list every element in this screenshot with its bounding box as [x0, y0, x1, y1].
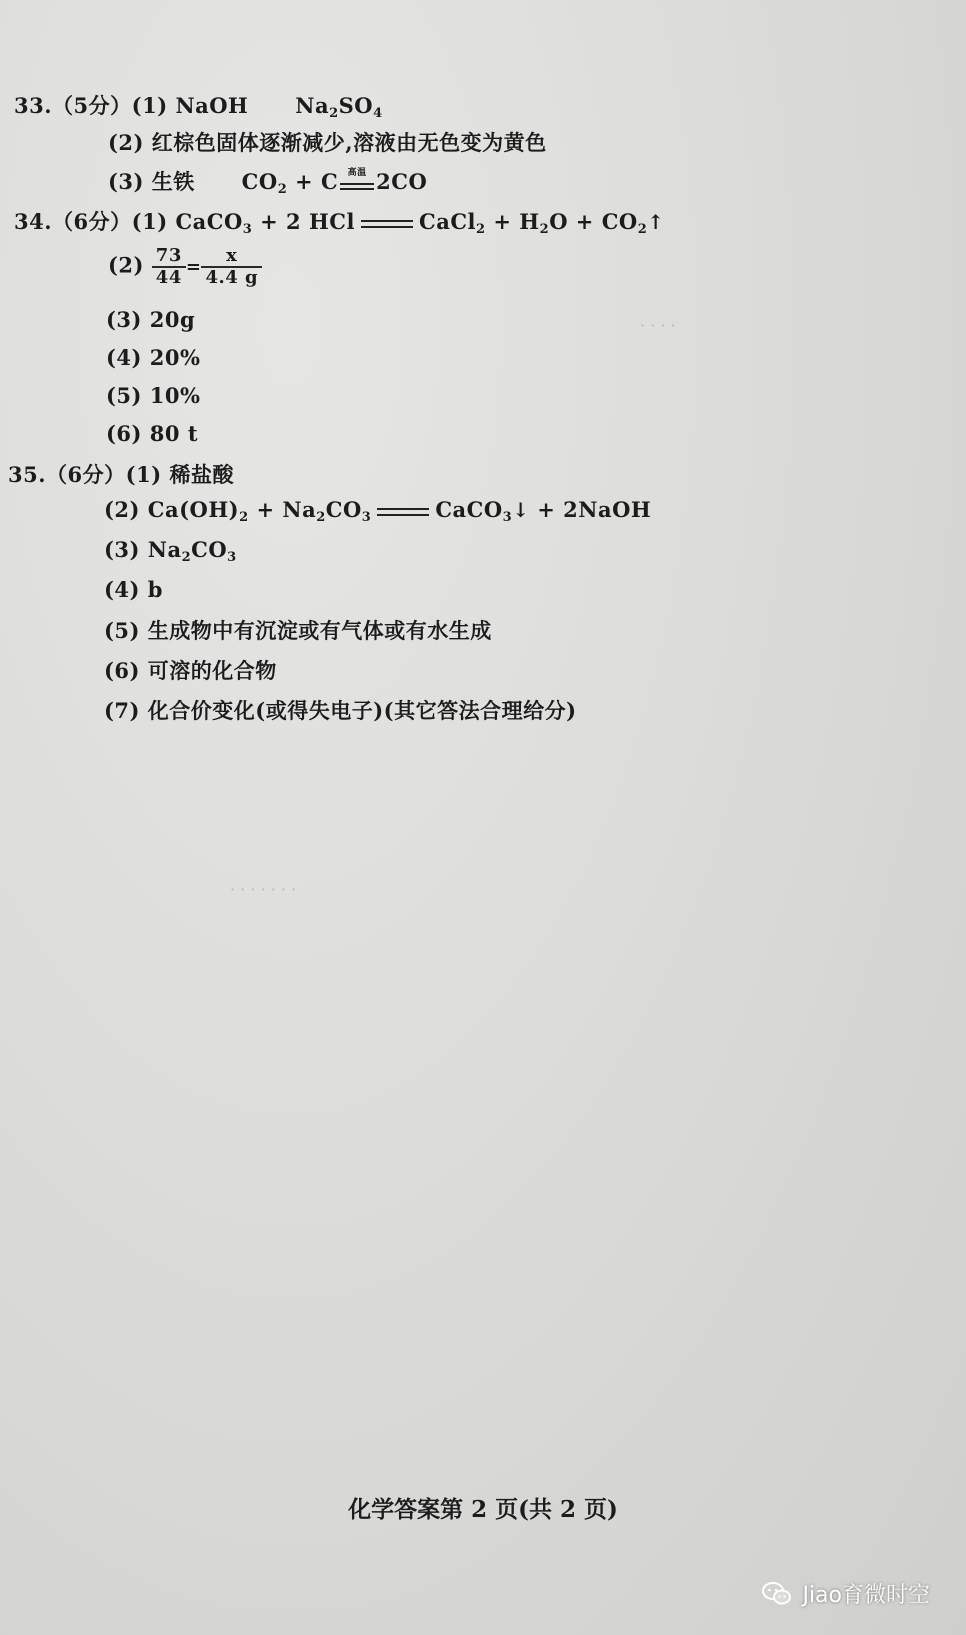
q34-part6: (6) 80 t — [106, 421, 199, 446]
q35-part3: (3) $Na_2CO_3$ — [104, 537, 237, 565]
precipitate-down-arrow-icon: ↓ — [512, 498, 530, 522]
q34-part1: 34.（6分）(1) CaCO$_3$ + 2 HCl CaCl$_2$ + $H_2O$ + $CO_2↑$ — [14, 209, 665, 237]
q35-part1: 35.（6分）(1) 稀盐酸 — [8, 462, 234, 487]
page-footer: 化学答案第 2 页(共 2 页) — [348, 1496, 618, 1523]
q34-part2: (2) $\frac{73}{44}$ = $\frac{x}{4.4 g}$ — [108, 246, 262, 288]
q34-part4: (4) 20% — [106, 345, 201, 370]
q35-part7: (7) 化合价变化(或得失电子)(其它答法合理给分) — [104, 698, 577, 723]
q35-part5: (5) 生成物中有沉淀或有气体或有水生成 — [104, 618, 492, 643]
q35-part6: (6) 可溶的化合物 — [104, 658, 277, 683]
q33-part2: (2) 红棕色固体逐渐减少,溶液由无色变为黄色 — [108, 130, 547, 155]
q33-part1: 33.（5分）(1) NaOH $Na_2SO_4$ — [14, 93, 383, 121]
q33-part3: (3) 生铁 $CO_2 + C$ 高温 2CO — [108, 167, 428, 197]
bleed-through-text: · · · · · · · — [230, 880, 297, 899]
watermark-text: Jiao育微时空 — [802, 1583, 930, 1608]
gas-up-arrow-icon: ↑ — [647, 210, 665, 234]
reaction-equals-sign — [361, 217, 413, 231]
q35-part2: (2) $Ca(OH)_2 + Na_2CO_3$ CaCO$_3$↓ + 2NaOH — [104, 497, 652, 525]
q35-part4: (4) b — [104, 577, 163, 602]
q34-part5: (5) 10% — [106, 383, 201, 408]
bleed-through-text: · · · · — [640, 316, 676, 335]
reaction-equals-sign — [377, 505, 429, 519]
fraction-left: $\frac{73}{44}$ — [152, 246, 186, 288]
high-temperature-equals-sign: 高温 — [340, 177, 374, 191]
q34-part3: (3) 20g — [106, 307, 196, 332]
wechat-icon — [762, 1581, 792, 1607]
watermark — [762, 1578, 930, 1609]
fraction-right: $\frac{x}{4.4 g}$ — [201, 246, 262, 288]
